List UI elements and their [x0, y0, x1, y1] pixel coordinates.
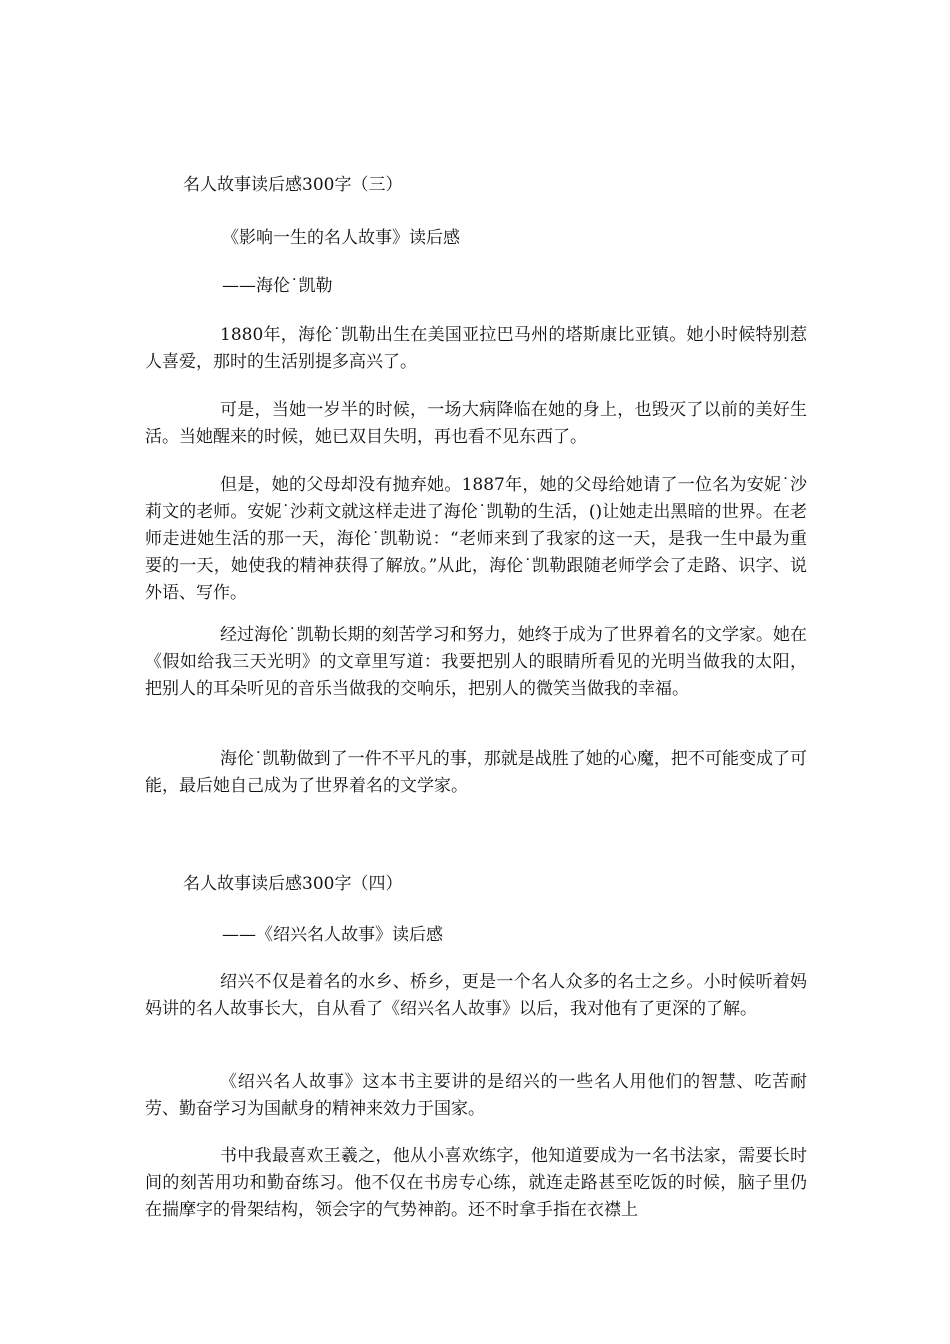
section-4-heading: 名人故事读后感300字（四）: [183, 874, 403, 894]
section-3-paragraph: 海伦˙凯勒做到了一件不平凡的事，那就是战胜了她的心魔，把不可能变成了可能，最后她自己成为了世界着名的文学家。: [145, 749, 807, 796]
section-3-paragraph: 可是，当她一岁半的时候，一场大病降临在她的身上，也毁灭了以前的美好生活。当她醒来的时候，她已双目失明，再也看不见东西了。: [145, 400, 807, 447]
section-4-paragraph: 《绍兴名人故事》这本书主要讲的是绍兴的一些名人用他们的智慧、吃苦耐劳、勤奋学习为国献身的精神来效力于国家。: [145, 1072, 807, 1119]
section-4-paragraph: 绍兴不仅是着名的水乡、桥乡，更是一个名人众多的名士之乡。小时候听着妈妈讲的名人故事长大，自从看了《绍兴名人故事》以后，我对他有了更深的了解。: [145, 972, 807, 1019]
section-3-paragraph: 但是，她的父母却没有抛弃她。1887年，她的父母给她请了一位名为安妮˙沙莉文的老师。安妮˙沙莉文就这样走进了海伦˙凯勒的生活，()让她走出黑暗的世界。在老师走进她生活的那一天，海伦˙凯勒说：“老师来到了我家的这一天，是我一生中最为重要的一天，她使我的精神获得了解放。”从此，海伦˙凯勒跟随老师学会了走路、识字、说外语、写作。: [145, 475, 807, 603]
section-3-paragraph: 1880年，海伦˙凯勒出生在美国亚拉巴马州的塔斯康比亚镇。她小时候特别惹人喜爱，那时的生活别提多高兴了。: [145, 325, 807, 372]
section-4-subtitle: ——《绍兴名人故事》读后感: [222, 925, 443, 945]
section-3-subtitle: 《影响一生的名人故事》读后感: [222, 228, 460, 248]
section-3-paragraph: 经过海伦˙凯勒长期的刻苦学习和努力，她终于成为了世界着名的文学家。她在《假如给我三天光明》的文章里写道：我要把别人的眼睛所看见的光明当做我的太阳，把别人的耳朵听见的音乐当做我的交响乐，把别人的微笑当做我的幸福。: [145, 625, 807, 699]
section-4-paragraph: 书中我最喜欢王羲之，他从小喜欢练字，他知道要成为一名书法家，需要长时间的刻苦用功和勤奋练习。他不仅在书房专心练，就连走路甚至吃饭的时候，脑子里仍在揣摩字的骨架结构，领会字的气势神韵。还不时拿手指在衣襟上: [145, 1146, 807, 1220]
section-3-heading: 名人故事读后感300字（三）: [183, 175, 403, 195]
section-3-author: ——海伦˙凯勒: [222, 276, 333, 296]
